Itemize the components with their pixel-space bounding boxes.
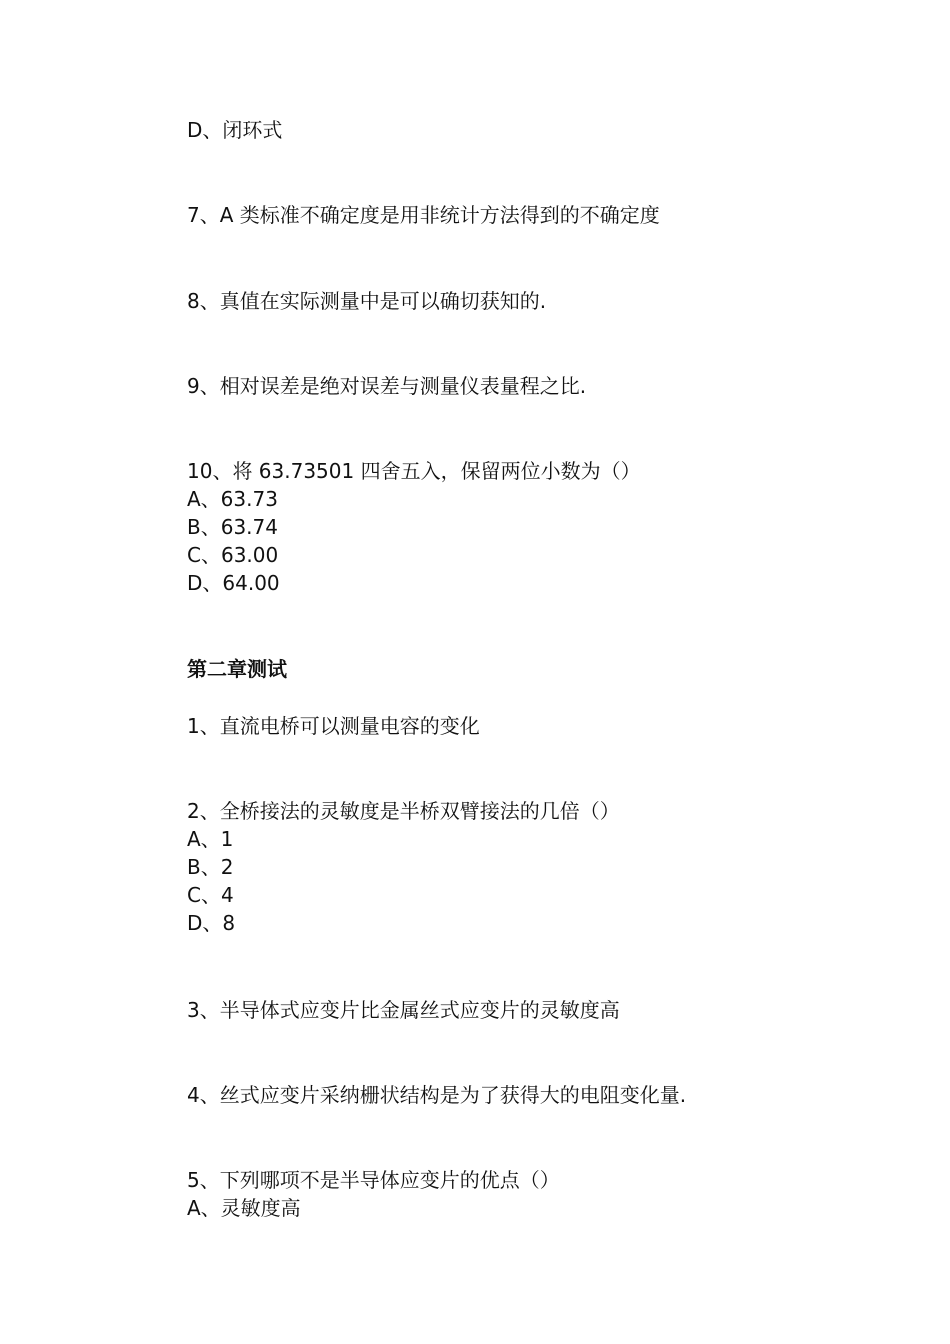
chapter-2-question-2: 2、全桥接法的灵敏度是半桥双臂接法的几倍（） bbox=[187, 799, 620, 823]
question-9: 9、相对误差是绝对误差与测量仪表量程之比. bbox=[187, 374, 587, 398]
chapter-2-question-5-option-a: A、灵敏度高 bbox=[187, 1196, 301, 1220]
chapter-2-question-3: 3、半导体式应变片比金属丝式应变片的灵敏度高 bbox=[187, 998, 620, 1022]
chapter-2-question-1: 1、直流电桥可以测量电容的变化 bbox=[187, 714, 480, 738]
chapter-2-question-4: 4、丝式应变片采纳栅状结构是为了获得大的电阻变化量. bbox=[187, 1083, 687, 1107]
question-7: 7、A 类标准不确定度是用非统计方法得到的不确定度 bbox=[187, 203, 660, 227]
chapter-2-question-5: 5、下列哪项不是半导体应变片的优点（） bbox=[187, 1168, 560, 1192]
question-10-option-a: A、63.73 bbox=[187, 487, 278, 511]
chapter-2-question-2-option-b: B、2 bbox=[187, 855, 234, 879]
question-10-option-d: D、64.00 bbox=[187, 571, 280, 595]
chapter-2-question-2-option-d: D、8 bbox=[187, 911, 236, 935]
chapter-2-question-2-option-a: A、1 bbox=[187, 827, 234, 851]
question-10-option-c: C、63.00 bbox=[187, 543, 279, 567]
question-10-option-b: B、63.74 bbox=[187, 515, 278, 539]
chapter-2-question-2-option-c: C、4 bbox=[187, 883, 234, 907]
option-d-line: D、闭环式 bbox=[187, 118, 283, 142]
question-10: 10、将 63.73501 四舍五入，保留两位小数为（） bbox=[187, 459, 641, 483]
chapter-2-heading: 第二章测试 bbox=[187, 657, 287, 681]
question-8: 8、真值在实际测量中是可以确切获知的. bbox=[187, 289, 547, 313]
